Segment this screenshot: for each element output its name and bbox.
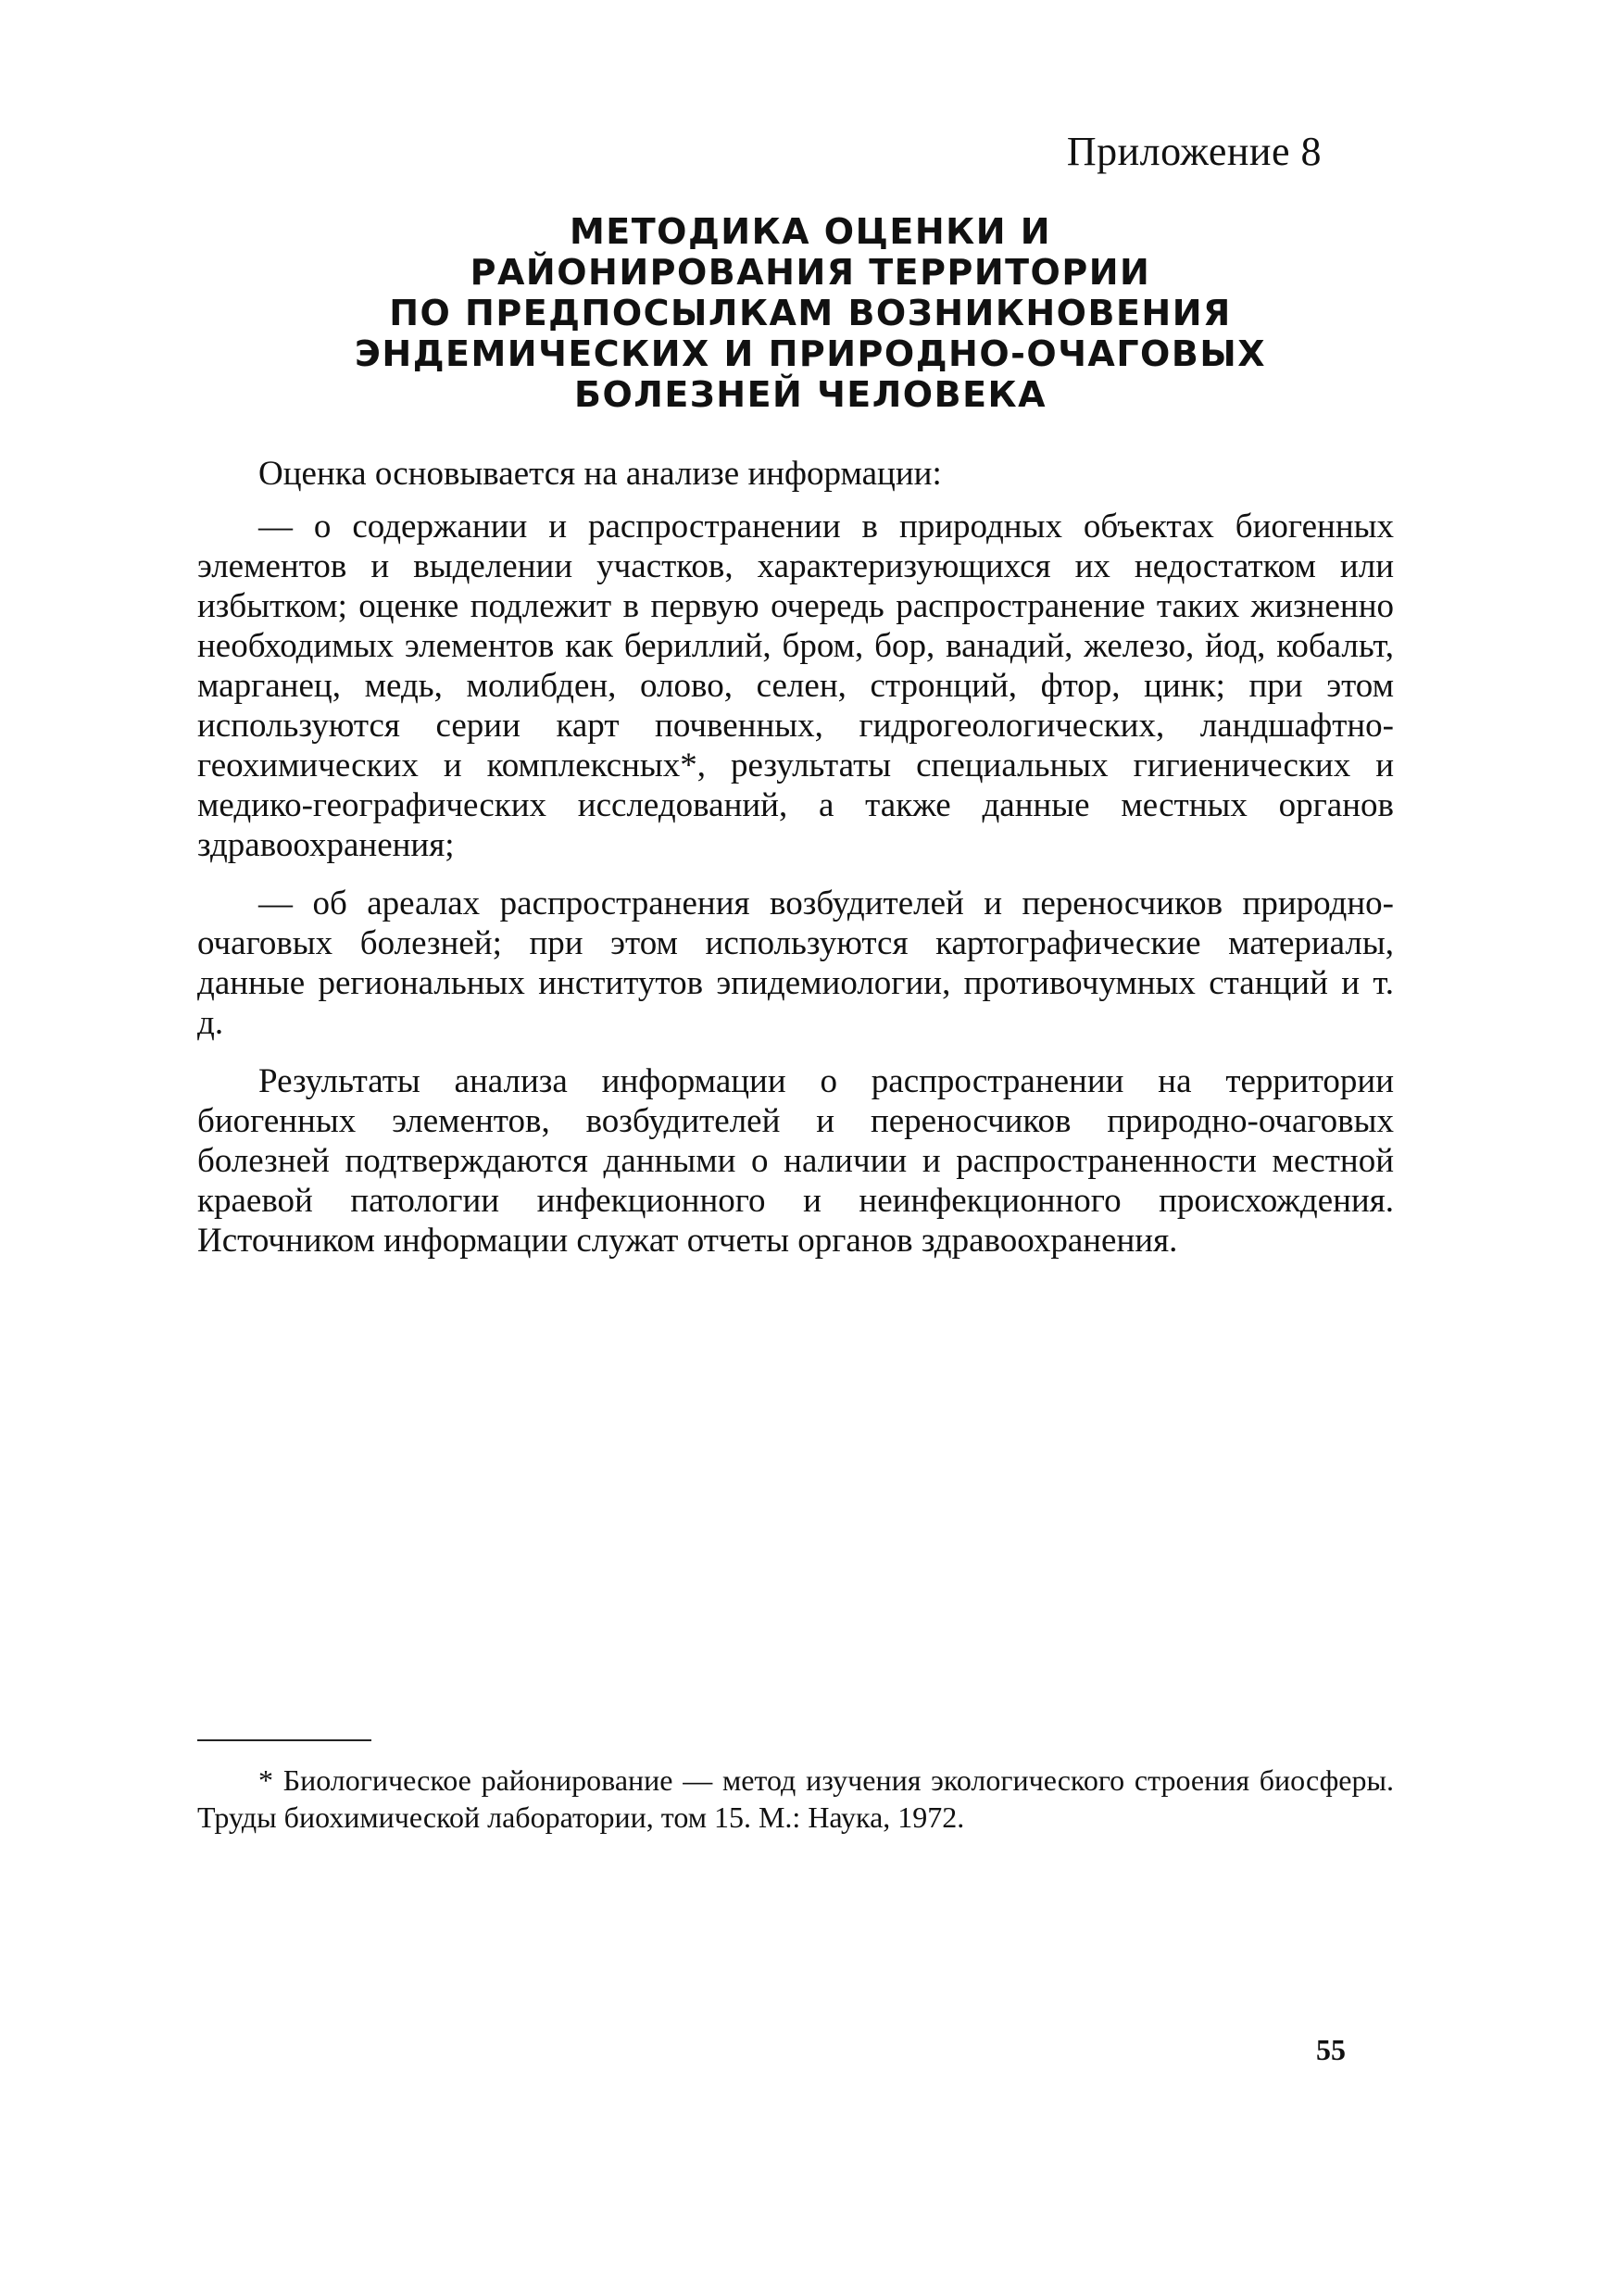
title-line: БОЛЕЗНЕЙ ЧЕЛОВЕКА: [574, 374, 1047, 415]
title-line: МЕТОДИКА ОЦЕНКИ И: [569, 211, 1052, 252]
page-number: 55: [1316, 2033, 1346, 2066]
results-paragraph: Результаты анализа информации о распространении на территории биогенных элементов, возбудителей и переносчиков природно-очаговых болезней подтверждаются данными о наличии и распространенности местной краевой патологии инфекционного и неинфекционного происхождения. Источником информации служат отчеты органов здравоохранения.: [197, 1062, 1394, 1260]
intro-paragraph: Оценка основывается на анализе информации:: [258, 455, 942, 493]
footnote-divider: [197, 1739, 371, 1741]
title-line: ПО ПРЕДПОСЫЛКАМ ВОЗНИКНОВЕНИЯ: [389, 293, 1232, 333]
footnote: * Биологическое районирование — метод изучения экологического строения биосферы. Труды биохимической лаборатории, том 15. М.: Наука, 1972.: [197, 1763, 1394, 1834]
document-title: [278, 211, 1343, 415]
pathogens-paragraph: — об ареалах распространения возбудителей и переносчиков природно-очаговых болезней; при этом используются картографические материалы, данные региональных институтов эпидемиологии, противочумных станций и т. д.: [197, 885, 1394, 1042]
title-line: РАЙОНИРОВАНИЯ ТЕРРИТОРИИ: [470, 252, 1151, 293]
biogenic-elements-paragraph: — о содержании и распространении в природных объектах биогенных элементов и выделении участков, характеризующихся их недостатком или избытком; оценке подлежит в первую очередь распространение таких жизненно необходимых элементов как бериллий, бром, бор, ванадий, железо, йод, кобальт, марганец, медь, молибден, олово, селен, стронций, фтор, цинк; при этом используются серии карт почвенных, гидрогеологических, ландшафтно-геохимических и комплексных*, результаты специальных гигиенических и медико-географических исследований, а также данные местных органов здравоохранения;: [197, 508, 1394, 864]
body-text: [197, 454, 1394, 1279]
appendix-label: Приложение 8: [1066, 129, 1322, 174]
title-line: ЭНДЕМИЧЕСКИХ И ПРИРОДНО-ОЧАГОВЫХ: [355, 333, 1266, 374]
